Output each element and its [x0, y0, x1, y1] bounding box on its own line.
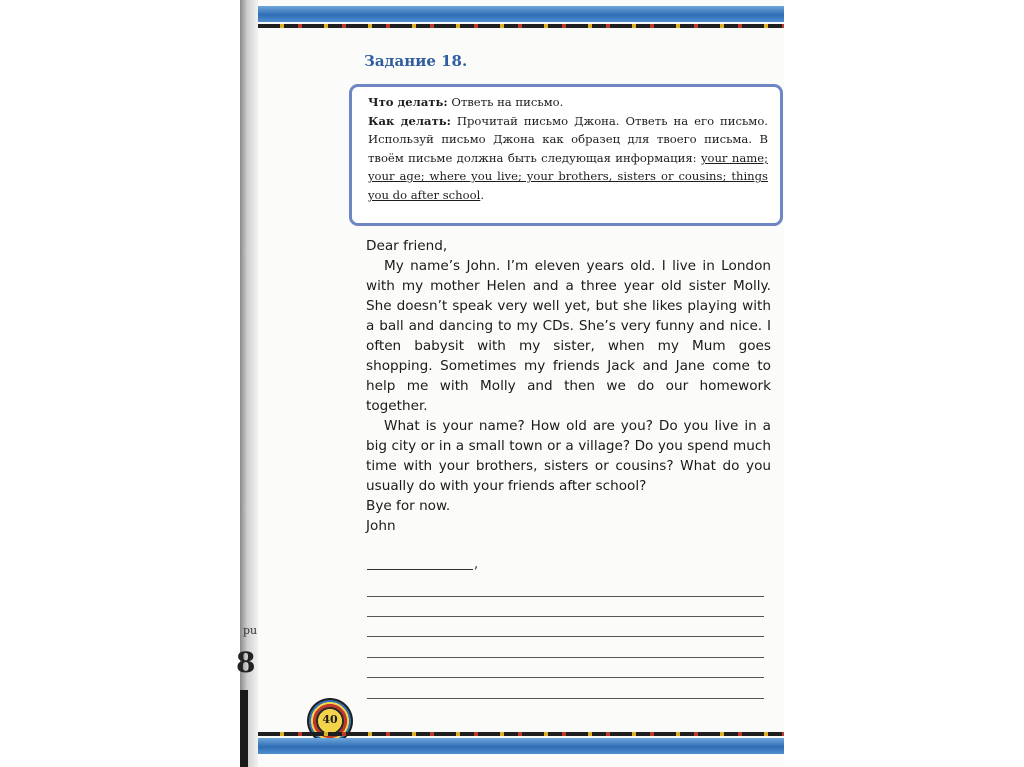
reply-writing-line[interactable]: [367, 595, 764, 597]
previous-page-edge-mark: 8: [236, 646, 256, 679]
reply-greeting-blank[interactable]: [367, 568, 473, 570]
reply-writing-line[interactable]: [367, 615, 764, 617]
bottom-decorative-band: [258, 738, 784, 754]
instructions-box: [349, 84, 783, 226]
how-to-do-label: Как делать:: [368, 113, 451, 128]
page-number: 40: [322, 713, 338, 726]
top-decorative-stripe: [258, 24, 784, 28]
book-spine-edge: [240, 690, 248, 767]
letter-paragraph-1: My name’s John. I’m eleven years old. I live in London with my mother Helen and a three year old sister Molly. She doesn’t speak very well yet, but she likes playing with a ball and dancing to my CDs. She’s very funny and nice. I often babysit with my sister, when my Mum goes shopping. Sometimes my friends Jack and Jane come to help me with Molly and then we do our homework together.: [366, 258, 771, 414]
previous-page-edge-text: pu: [243, 624, 258, 637]
instructions-end: .: [480, 187, 484, 202]
reply-writing-line[interactable]: [367, 656, 764, 658]
letter-greeting: Dear friend,: [366, 238, 448, 254]
what-to-do-text: Ответь на письмо.: [447, 95, 564, 109]
top-decorative-band: [258, 6, 784, 22]
reply-writing-line[interactable]: [367, 697, 764, 699]
required-info-list: your name; your age; where you live; your brothers, sisters or cousins; things you do after school: [368, 150, 768, 202]
reply-writing-line[interactable]: [367, 635, 764, 637]
task-title: Задание 18.: [364, 52, 468, 70]
reply-greeting-comma: ,: [474, 557, 479, 572]
bottom-decorative-stripe: [258, 732, 784, 736]
reply-writing-line[interactable]: [367, 676, 764, 678]
letter-paragraph-2: What is your name? How old are you? Do you live in a big city or in a small town or a village? Do you spend much time with your brothers, sisters or cousins? What do you usually do with your friends after school?: [366, 418, 771, 494]
how-to-do-text: Прочитай письмо Джона. Ответь на его письмо. Используй письмо Джона как образец для твоего письма. В твоём письме должна быть следующая информация:: [368, 113, 768, 165]
letter-signature: John: [366, 518, 396, 534]
what-to-do-label: Что делать:: [368, 95, 448, 109]
letter-closing: Bye for now.: [366, 498, 451, 514]
johns-letter: [366, 236, 771, 536]
